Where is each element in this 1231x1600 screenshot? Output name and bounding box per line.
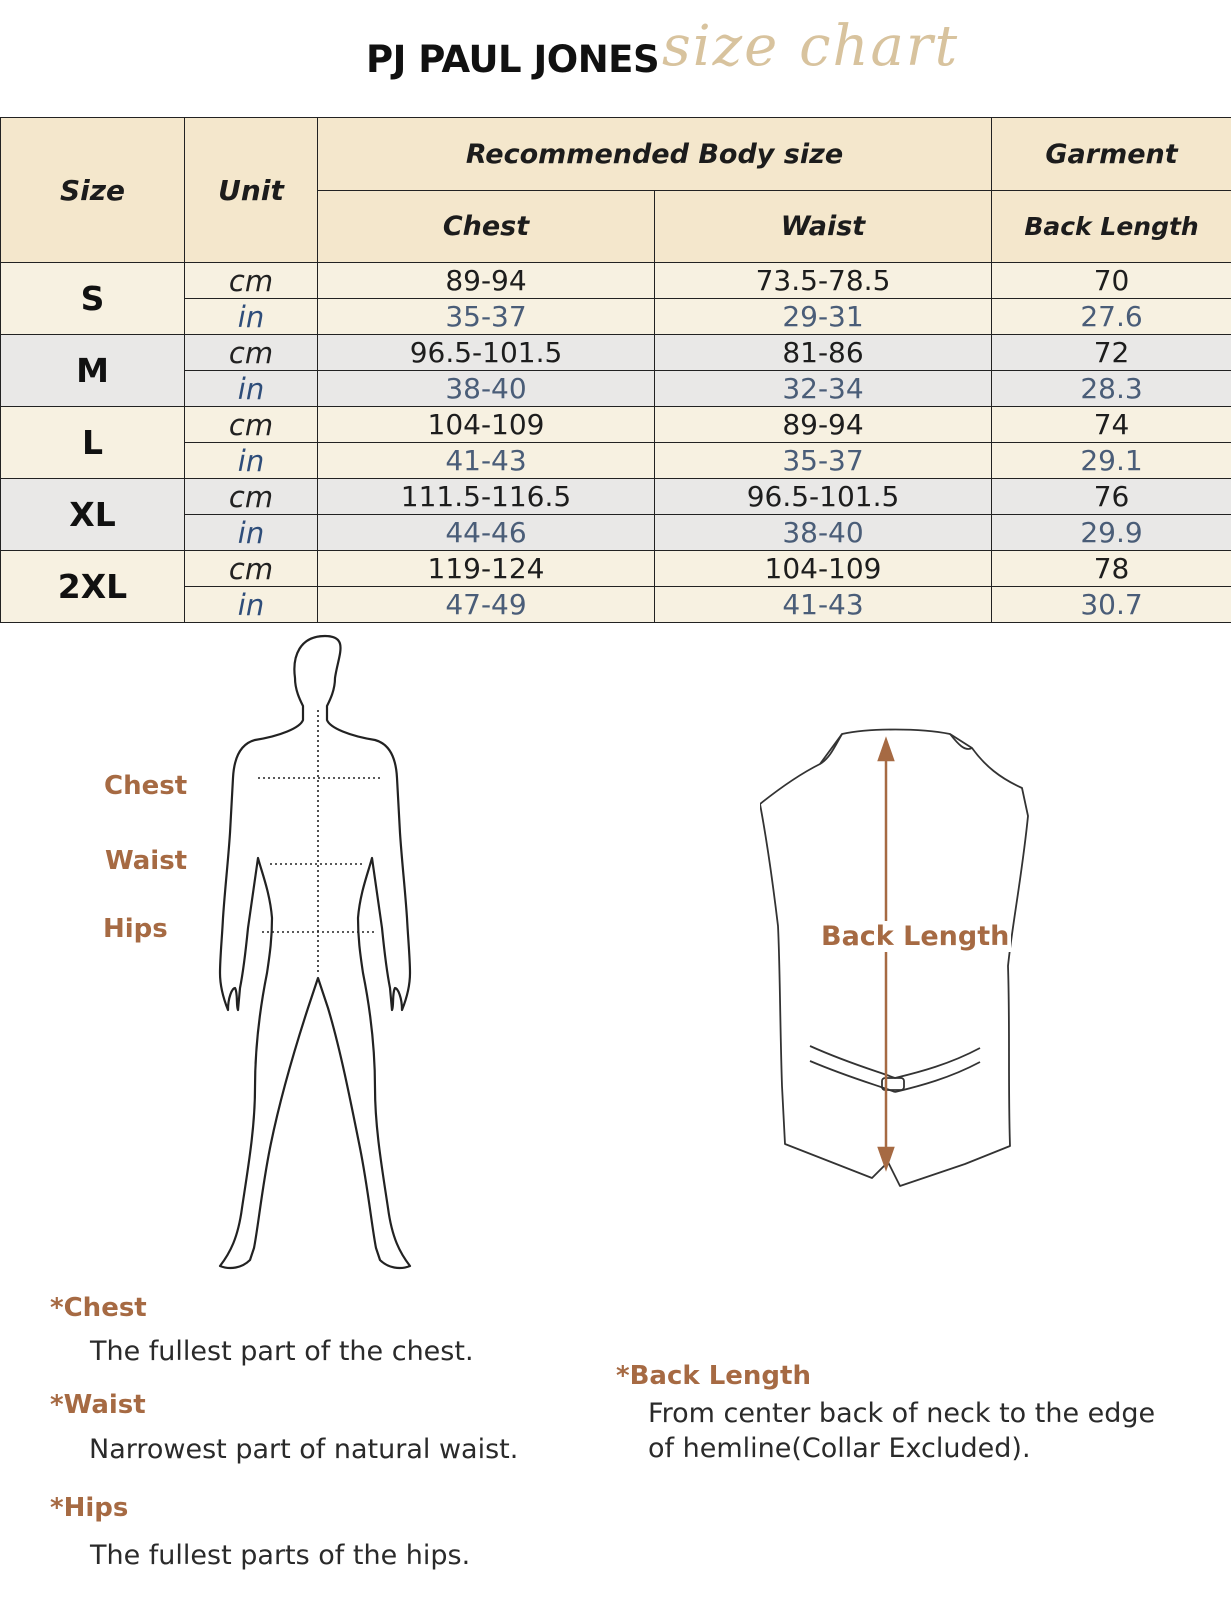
back-length-value: 28.3 <box>992 371 1231 407</box>
unit-label: cm <box>185 335 318 371</box>
chest-value: 44-46 <box>318 515 655 551</box>
unit-label: in <box>185 515 318 551</box>
chest-value: 111.5-116.5 <box>318 479 655 515</box>
garment-header: Garment <box>992 118 1231 191</box>
waist-value: 38-40 <box>655 515 992 551</box>
waist-figure-label: Waist <box>105 846 188 876</box>
size-label: L <box>1 407 185 479</box>
unit-label: in <box>185 443 318 479</box>
vest-back-illustration <box>760 726 1050 1216</box>
size-chart-script-title: size chart <box>662 14 960 79</box>
waist-column-header: Waist <box>655 191 992 263</box>
waist-value: 35-37 <box>655 443 992 479</box>
waist-value: 81-86 <box>655 335 992 371</box>
hips-note-text: The fullest parts of the hips. <box>90 1540 471 1571</box>
back-length-column-header: Back Length <box>992 191 1231 263</box>
hips-note-title: *Hips <box>50 1493 129 1523</box>
waist-value: 89-94 <box>655 407 992 443</box>
waist-value: 41-43 <box>655 587 992 623</box>
size-column-header: Size <box>1 118 185 263</box>
unit-label: cm <box>185 479 318 515</box>
size-label: XL <box>1 479 185 551</box>
table-row <box>1 443 1231 479</box>
waist-value: 104-109 <box>655 551 992 587</box>
size-label: M <box>1 335 185 407</box>
unit-label: cm <box>185 263 318 299</box>
table-row <box>1 515 1231 551</box>
back-length-value: 30.7 <box>992 587 1231 623</box>
back-length-value: 29.9 <box>992 515 1231 551</box>
unit-column-header: Unit <box>185 118 318 263</box>
recommended-body-size-header: Recommended Body size <box>318 118 992 191</box>
unit-label: in <box>185 371 318 407</box>
waist-value: 96.5-101.5 <box>655 479 992 515</box>
table-row <box>1 551 1231 587</box>
chest-value: 96.5-101.5 <box>318 335 655 371</box>
page-header <box>0 0 1231 118</box>
table-row <box>1 479 1231 515</box>
waist-note-text: Narrowest part of natural waist. <box>89 1434 519 1465</box>
waist-value: 29-31 <box>655 299 992 335</box>
table-header-row-1 <box>1 118 1231 191</box>
waist-note-title: *Waist <box>50 1390 146 1420</box>
table-row <box>1 407 1231 443</box>
chest-value: 47-49 <box>318 587 655 623</box>
brand-name: PJ PAUL JONES <box>366 38 660 81</box>
back-length-value: 27.6 <box>992 299 1231 335</box>
back-length-note-title: *Back Length <box>616 1361 811 1391</box>
back-length-note-text-line-1: From center back of neck to the edge <box>648 1398 1156 1429</box>
back-length-value: 70 <box>992 263 1231 299</box>
chest-note-title: *Chest <box>50 1293 147 1323</box>
chest-column-header: Chest <box>318 191 655 263</box>
chest-value: 89-94 <box>318 263 655 299</box>
size-label: S <box>1 263 185 335</box>
chest-note-text: The fullest part of the chest. <box>90 1336 474 1367</box>
back-length-note-text-line-2: of hemline(Collar Excluded). <box>648 1433 1031 1464</box>
waist-value: 73.5-78.5 <box>655 263 992 299</box>
unit-label: in <box>185 299 318 335</box>
table-row <box>1 299 1231 335</box>
back-length-value: 29.1 <box>992 443 1231 479</box>
chest-value: 41-43 <box>318 443 655 479</box>
table-row <box>1 371 1231 407</box>
back-length-figure-label: Back Length <box>821 921 1010 952</box>
chest-figure-label: Chest <box>104 771 188 801</box>
size-label: 2XL <box>1 551 185 623</box>
chest-value: 119-124 <box>318 551 655 587</box>
chest-value: 35-37 <box>318 299 655 335</box>
chest-value: 104-109 <box>318 407 655 443</box>
table-row <box>1 335 1231 371</box>
table-row <box>1 263 1231 299</box>
table-row <box>1 587 1231 623</box>
unit-label: cm <box>185 407 318 443</box>
unit-label: in <box>185 587 318 623</box>
chest-value: 38-40 <box>318 371 655 407</box>
waist-value: 32-34 <box>655 371 992 407</box>
back-length-value: 76 <box>992 479 1231 515</box>
unit-label: cm <box>185 551 318 587</box>
body-figure-illustration <box>200 628 440 1288</box>
back-length-value: 78 <box>992 551 1231 587</box>
back-length-value: 72 <box>992 335 1231 371</box>
hips-figure-label: Hips <box>103 914 168 944</box>
size-table <box>0 117 1231 623</box>
back-length-value: 74 <box>992 407 1231 443</box>
